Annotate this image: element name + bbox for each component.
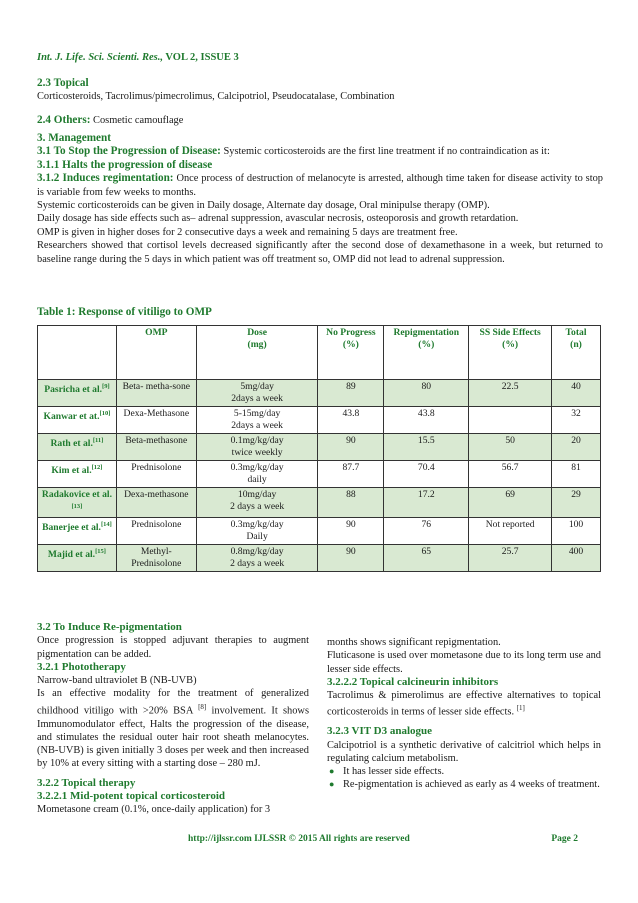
- phototherapy-ref: [8]: [198, 702, 207, 711]
- cell-dose: [196, 407, 318, 434]
- cell-side-effects: 56.7: [469, 461, 552, 488]
- author-name: Majid et al.: [47, 549, 96, 561]
- calcineurin-ref: [1]: [516, 704, 525, 713]
- header-dose: [196, 326, 318, 380]
- cell-author: [38, 488, 117, 518]
- cell-dose: [196, 461, 318, 488]
- phototherapy-text-1: Is an effective modality for the treatment of generalized childhood vitiligo with >20% BSA: [37, 688, 309, 717]
- header-rp-label: Repigmentation: [393, 327, 460, 338]
- section-3-2-heading: 3.2 To Induce Re-pigmentation: [37, 621, 182, 633]
- table-row: [38, 434, 601, 461]
- table-header-row: [38, 326, 601, 380]
- phototherapy-paragraph: [37, 687, 309, 770]
- header-total-unit: (n): [570, 339, 582, 350]
- header-dose-unit: (mg): [247, 339, 267, 350]
- paragraph-researchers: Researchers showed that cortisol levels decreased significantly after the second dose of dexamethasone in a week, but returned to baseline range during the 5 days in which patient was off treatment so, OMP did not lead to adrenal suppression.: [37, 240, 603, 265]
- author-ref: [13]: [71, 503, 83, 510]
- list-item: ● It has lesser side effects.: [343, 765, 601, 778]
- dose-frequency: Daily: [246, 531, 268, 543]
- nb-uvb-line: Narrow-band ultraviolet B (NB-UVB): [37, 675, 197, 687]
- table-row: [38, 545, 601, 572]
- section-3-1-heading: 3.1 To Stop the Progression of Disease:: [37, 145, 221, 158]
- header-np-label: No Progress: [326, 327, 376, 338]
- cell-author: [38, 545, 117, 572]
- section-3-1-2-heading: 3.1.2 Induces regimentation:: [37, 172, 174, 185]
- cell-dose: [196, 434, 318, 461]
- section-2-3-heading: 2.3 Topical: [37, 77, 89, 89]
- table-row: [38, 488, 601, 518]
- section-3: [37, 132, 603, 266]
- dose-frequency: 2 days a week: [230, 558, 285, 570]
- section-3-1-1-heading: 3.1.1 Halts the progression of disease: [37, 158, 213, 171]
- author-ref: [15]: [95, 548, 106, 556]
- header-rp-unit: (%): [418, 339, 435, 350]
- cell-dose: [196, 545, 318, 572]
- section-3-1-2-text: Once process of destruction of melanocyte is arrested, although time taken for disease activity to stop is variable from few weeks to months.: [37, 173, 604, 198]
- list-item: ● Re-pigmentation is achieved as early as 4 weeks of treatment.: [343, 778, 601, 791]
- cell-side-effects: 69: [469, 488, 552, 518]
- header-ss-side-effects: [469, 326, 552, 380]
- section-2-3: [37, 77, 603, 104]
- dose-amount: 0.8mg/kg/day: [230, 546, 284, 558]
- cell-total: 29: [552, 488, 601, 518]
- cell-drug: Prednisolone: [116, 461, 196, 488]
- cell-side-effects: 50: [469, 434, 552, 461]
- section-3-1-text: Systemic corticosteroids are the first line treatment if no contraindication as it:: [220, 146, 550, 158]
- fluticasone-text: Fluticasone is used over mometasone due to its long term use and lesser side effects.: [327, 650, 601, 675]
- header-ss-label: SS Side Effects: [479, 327, 541, 338]
- right-column: [327, 636, 601, 792]
- section-3-2-2-1-heading: 3.2.2.1 Mid-potent topical corticosteroid: [37, 790, 225, 803]
- cell-side-effects: 22.5: [469, 380, 552, 407]
- cell-dose: [196, 380, 318, 407]
- section-3-2-2-2-heading: 3.2.2.2 Topical calcineurin inhibitors: [327, 675, 499, 688]
- dose-amount: 0.3mg/kg/day: [230, 519, 284, 531]
- author-ref: [11]: [92, 437, 104, 444]
- cell-no-progress: 90: [318, 518, 384, 545]
- section-3-2-text: Once progression is stopped adjuvant therapies to augment pigmentation can be added.: [37, 635, 309, 660]
- dose-amount: 5-15mg/day: [233, 408, 281, 419]
- table-row: [38, 407, 601, 434]
- section-3-2-1-heading: 3.2.1 Phototherapy: [37, 660, 126, 673]
- cell-drug: Prednisolone: [116, 518, 196, 545]
- page-number: Page 2: [551, 834, 578, 844]
- author-ref: [9]: [102, 383, 110, 390]
- paragraph-daily-dosage: Daily dosage has side effects such as– adrenal suppression, avascular necrosis, osteoporosis and growth retardation.: [37, 213, 519, 225]
- author-name: Kim et al.: [51, 465, 92, 477]
- author-name: Banerjee et al.: [42, 522, 101, 534]
- dose-frequency: twice weekly: [231, 447, 283, 458]
- paragraph-omp: OMP is given in higher doses for 2 consecutive days a week and remaining 5 days are treatment free.: [37, 226, 458, 238]
- cell-repigmentation: 65: [384, 545, 469, 572]
- journal-header: [37, 52, 239, 63]
- header-np-unit: (%): [342, 339, 359, 350]
- section-2-4: [37, 114, 603, 127]
- cell-drug: Dexa-Methasone: [116, 407, 196, 434]
- mometasone-text: Mometasone cream (0.1%, once-daily application) for 3: [37, 804, 271, 816]
- table-row: [38, 461, 601, 488]
- author-ref: [10]: [99, 410, 111, 417]
- cell-total: 32: [552, 407, 601, 434]
- dose-amount: 5mg/day: [240, 381, 274, 392]
- header-author: [38, 326, 117, 380]
- cell-dose: [196, 488, 318, 518]
- author-ref: [12]: [91, 464, 103, 471]
- calcineurin-paragraph: [327, 689, 601, 719]
- left-column: [37, 621, 309, 817]
- dose-frequency: daily: [247, 474, 267, 485]
- author-name: Radakovice et al.: [41, 489, 112, 500]
- cell-repigmentation: 43.8: [384, 407, 469, 434]
- header-repigmentation: [384, 326, 469, 380]
- cell-no-progress: 90: [318, 545, 384, 572]
- header-no-progress: [318, 326, 384, 380]
- header-ss-unit: (%): [502, 339, 519, 350]
- header-total-label: Total: [565, 327, 587, 338]
- author-name: Rath et al.: [50, 438, 93, 450]
- author-name: Pasricha et al.: [44, 384, 103, 396]
- cell-author: [38, 518, 117, 545]
- table-caption: Table 1: Response of vitiligo to OMP: [37, 306, 212, 318]
- vitd3-bullet-list: [327, 765, 601, 792]
- table-row: [38, 518, 601, 545]
- cell-side-effects: 25.7: [469, 545, 552, 572]
- cell-repigmentation: 76: [384, 518, 469, 545]
- journal-name: Int. J. Life. Sci. Scienti. Res.,: [37, 52, 163, 63]
- section-3-heading: 3. Management: [37, 132, 111, 144]
- mometasone-continued: months shows significant repigmentation.: [327, 637, 501, 648]
- cell-total: 400: [552, 545, 601, 572]
- section-2-4-text: Cosmetic camouflage: [90, 115, 184, 126]
- cell-author: [38, 461, 117, 488]
- cell-dose: [196, 518, 318, 545]
- header-dose-label: Dose: [247, 327, 267, 338]
- author-name: Kanwar et at.: [43, 411, 100, 423]
- cell-side-effects: Not reported: [469, 518, 552, 545]
- vitd3-text: Calcipotriol is a synthetic derivative of calcitriol which helps in regulating calcium metabolism.: [327, 739, 601, 764]
- page-footer: [188, 834, 578, 844]
- cell-total: 81: [552, 461, 601, 488]
- dose-amount: 0.1mg/kg/day: [230, 435, 284, 446]
- cell-drug: Beta-methasone: [116, 434, 196, 461]
- paragraph-systemic: Systemic corticosteroids can be given in Daily dosage, Alternate day dosage, Oral minipulse therapy (OMP).: [37, 200, 490, 212]
- cell-repigmentation: 17.2: [384, 488, 469, 518]
- section-2-3-text: Corticosteroids, Tacrolimus/pimecrolimus, Calcipotriol, Pseudocatalase, Combination: [37, 91, 395, 103]
- cell-drug: Methyl-Prednisolone: [116, 545, 196, 572]
- cell-author: [38, 380, 117, 407]
- cell-no-progress: 87.7: [318, 461, 384, 488]
- author-ref: [14]: [100, 521, 112, 529]
- cell-author: [38, 434, 117, 461]
- phototherapy-text-2: involvement. It shows Immunomodulator effect, Halts the progression of the disease, and stimulates the residual outer hair root sheath melanocytes. (NB-UVB) is given initially 3 doses per week and then increased by 10% at every sitting with a starting dose – 280 mJ.: [37, 705, 309, 770]
- dose-frequency: 2days a week: [231, 420, 283, 431]
- cell-no-progress: 88: [318, 488, 384, 518]
- header-total: [552, 326, 601, 380]
- section-3-2-3-heading: 3.2.3 VIT D3 analogue: [327, 725, 433, 738]
- cell-total: 100: [552, 518, 601, 545]
- dose-amount: 0.3mg/kg/day: [230, 462, 284, 473]
- cell-repigmentation: 80: [384, 380, 469, 407]
- footer-text: http://ijlssr.com IJLSSR © 2015 All rights are reserved: [188, 834, 410, 844]
- cell-total: 40: [552, 380, 601, 407]
- header-omp: OMP: [116, 326, 196, 380]
- cell-no-progress: 43.8: [318, 407, 384, 434]
- cell-side-effects: [469, 407, 552, 434]
- section-3-2-2-heading: 3.2.2 Topical therapy: [37, 776, 136, 789]
- cell-repigmentation: 15.5: [384, 434, 469, 461]
- cell-no-progress: 90: [318, 434, 384, 461]
- cell-drug: Beta- metha-sone: [116, 380, 196, 407]
- cell-total: 20: [552, 434, 601, 461]
- cell-repigmentation: 70.4: [384, 461, 469, 488]
- journal-volume: VOL 2, ISSUE 3: [163, 52, 239, 63]
- dose-amount: 10mg/day: [237, 489, 277, 500]
- cell-author: [38, 407, 117, 434]
- table-row: [38, 380, 601, 407]
- omp-response-table: [37, 325, 601, 572]
- cell-drug: Dexa-methasone: [116, 488, 196, 518]
- dose-frequency: 2 days a week: [230, 501, 285, 512]
- dose-frequency: 2days a week: [231, 393, 283, 404]
- section-2-4-heading: 2.4 Others:: [37, 114, 91, 126]
- cell-no-progress: 89: [318, 380, 384, 407]
- calcineurin-text: Tacrolimus & pimerolimus are effective alternatives to topical corticosteroids in terms of lesser side effects.: [327, 690, 601, 718]
